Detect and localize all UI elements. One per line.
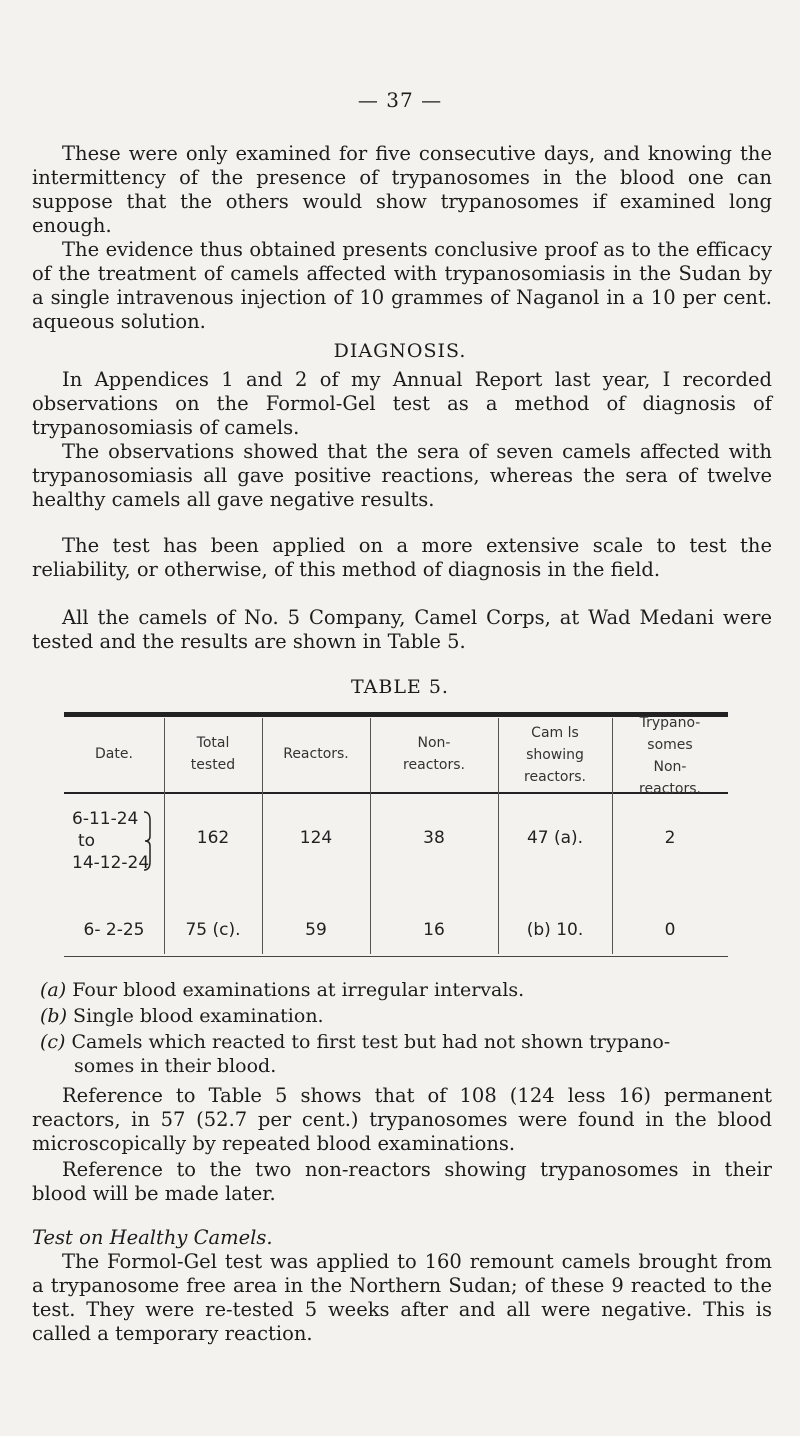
header-date: Date. [95, 746, 133, 762]
paragraph-2: The evidence thus obtained presents conclusive proof as to the efficacy of the treatment of camels affected with trypanosomiasis in the Sudan by a single intravenous injection of 10 grammes of Naganol in a 10 per cent. aqueous solution. [32, 238, 772, 333]
paragraph-final: The Formol-Gel test was applied to 160 remount camels brought from a trypanosome free area in the Northern Sudan; of these 9 reacted to the test. They were re-tested 5 weeks after and all were negative. This is called a temporary reaction. [32, 1250, 772, 1345]
header-camels-showing-reactors: Cam ls showing reactors. [524, 725, 586, 785]
paragraph-reference-2: Reference to the two non-reactors showing trypanosomes in their blood will be made later. [32, 1158, 772, 1205]
header-non-reactors: Non- reactors. [403, 735, 465, 773]
header-reactors: Reactors. [283, 746, 349, 762]
paragraph-1: These were only examined for five consecutive days, and knowing the intermittency of the presence of trypanosomes in the blood one can suppose that the others would show trypanosomes if examined long enough. [32, 142, 772, 237]
row1-non-reactors: 38 [423, 828, 445, 848]
row2-trypanosomes: 0 [664, 920, 676, 940]
row1-total: 162 [196, 828, 230, 848]
footnote-b: (b) Single blood examination. [40, 1005, 324, 1027]
diagnosis-paragraph-2: The observations showed that the sera of seven camels affected with trypanosomiasis all gave positive reactions, whereas the sera of twelve healthy camels all gave negative results. [32, 440, 772, 511]
page-number: — 37 — [357, 88, 443, 112]
row2-date: 6- 2-25 [83, 920, 145, 940]
diagnosis-heading: DIAGNOSIS. [333, 340, 467, 362]
row2-reactors: 59 [305, 920, 327, 940]
subheading-healthy-camels: Test on Healthy Camels. [32, 1226, 273, 1249]
header-total-tested: Total tested [190, 735, 236, 773]
header-trypanosomes-non-reactors: Trypano- somes Non- reactors. [639, 715, 701, 797]
footnote-c: (c) Camels which reacted to first test but had not shown trypano- somes in their blood. [40, 1031, 671, 1077]
row1-trypanosomes: 2 [664, 828, 676, 848]
row1-reactors: 124 [299, 828, 333, 848]
row2-camels-showing: (b) 10. [526, 920, 584, 940]
diagnosis-paragraph-1: In Appendices 1 and 2 of my Annual Report last year, I recorded observations on the Formol-Gel test as a method of diagnosis of trypanosomiasis of camels. [32, 368, 772, 439]
table-title: TABLE 5. [351, 676, 449, 698]
paragraph-reference-1: Reference to Table 5 shows that of 108 (124 less 16) permanent reactors, in 57 (52.7 per cent.) trypanosomes were found in the blood microscopically by repeated blood examinations. [32, 1084, 772, 1155]
table-bottom-rule [64, 956, 728, 957]
row2-non-reactors: 16 [423, 920, 445, 940]
brace-icon [142, 810, 152, 872]
row2-total: 75 (c). [185, 920, 241, 940]
diagnosis-paragraph-4: All the camels of No. 5 Company, Camel Corps, at Wad Medani were tested and the results are shown in Table 5. [32, 606, 772, 653]
diagnosis-paragraph-3: The test has been applied on a more extensive scale to test the reliability, or otherwise, of this method of diagnosis in the field. [32, 534, 772, 581]
row1-date: 6-11-24 to 14-12-24 [72, 808, 164, 874]
row1-camels-showing: 47 (a). [526, 828, 584, 848]
footnote-a: (a) Four blood examinations at irregular intervals. [40, 979, 525, 1001]
